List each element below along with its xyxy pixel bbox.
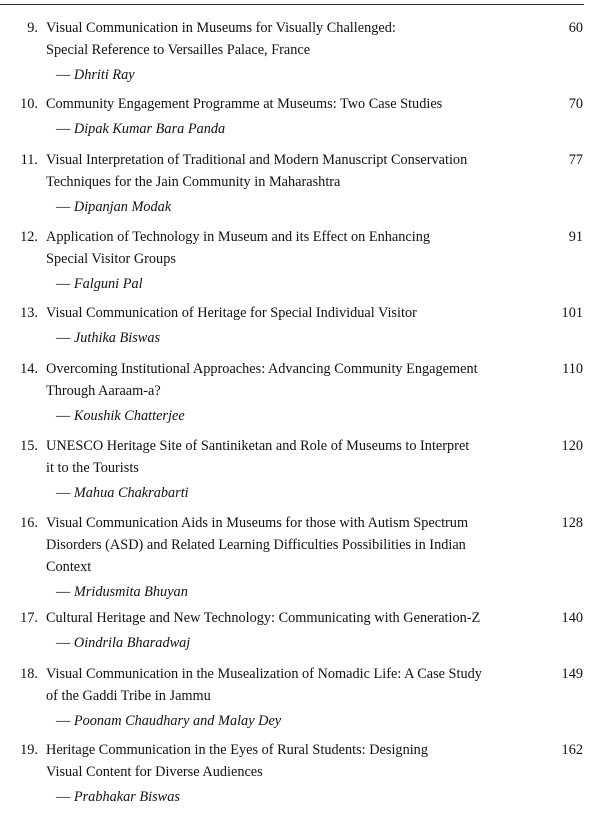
author-dash: — [56, 121, 74, 137]
entry-title-line: Visual Communication Aids in Museums for those with Autism Spectrum [46, 515, 469, 531]
entry-title [46, 93, 541, 115]
author-name: Dhriti Ray [73, 67, 135, 83]
entry-title-line: Disorders (ASD) and Related Learning Difficulties Possibilities in Indian [46, 537, 466, 553]
entry-title-line: Special Visitor Groups [46, 251, 176, 267]
entry-title-line: Community Engagement Programme at Museums: Two Case Studies [46, 96, 443, 112]
author-name: Dipanjan Modak [73, 199, 172, 215]
entry-page-number: 162 [561, 742, 583, 758]
author-dash: — [56, 635, 74, 651]
entry-author [56, 786, 180, 808]
entry-number: 14. [20, 361, 38, 377]
entry-title-line: Application of Technology in Museum and its Effect on Enhancing [46, 229, 431, 245]
author-name: Mahua Chakrabarti [73, 485, 189, 501]
entry-title-line: Visual Communication of Heritage for Special Individual Visitor [46, 305, 417, 321]
entry-title [46, 302, 541, 324]
author-dash: — [56, 789, 74, 805]
entry-title-line: Visual Content for Diverse Audiences [46, 764, 263, 780]
author-name: Falguni Pal [73, 276, 143, 292]
entry-page-number: 70 [568, 96, 583, 112]
author-dash: — [56, 199, 74, 215]
entry-number: 17. [20, 610, 38, 626]
author-name: Oindrila Bharadwaj [73, 635, 191, 651]
entry-title-line: it to the Tourists [46, 460, 139, 476]
entry-title-line: Visual Communication in Museums for Visually Challenged: [46, 20, 396, 36]
entry-title [46, 512, 541, 578]
entry-author [56, 273, 143, 295]
author-dash: — [56, 276, 74, 292]
entry-title-line: Context [46, 559, 92, 575]
entry-number: 18. [20, 666, 38, 682]
entry-title [46, 607, 541, 629]
entry-title-line: Cultural Heritage and New Technology: Communicating with Generation-Z [46, 610, 481, 626]
entry-number: 13. [20, 305, 38, 321]
entry-title-line: Visual Interpretation of Traditional and Modern Manuscript Conservation [46, 152, 468, 168]
top-rule [0, 4, 584, 5]
entry-page-number: 120 [561, 438, 583, 454]
entry-page-number: 128 [561, 515, 583, 531]
entry-number: 10. [20, 96, 38, 112]
author-name: Poonam Chaudhary and Malay Dey [73, 713, 282, 729]
entry-number: 12. [20, 229, 38, 245]
entry-number: 15. [20, 438, 38, 454]
entry-number: 16. [20, 515, 38, 531]
entry-title [46, 358, 541, 402]
entry-page-number: 77 [568, 152, 583, 168]
entry-author [56, 710, 281, 732]
entry-author [56, 64, 135, 86]
entry-page-number: 149 [561, 666, 583, 682]
entry-title-line: Overcoming Institutional Approaches: Advancing Community Engagement [46, 361, 478, 377]
author-name: Dipak Kumar Bara Panda [73, 121, 226, 137]
entry-author [56, 327, 160, 349]
entry-author [56, 118, 225, 140]
author-dash: — [56, 485, 74, 501]
entry-number: 19. [20, 742, 38, 758]
entry-title [46, 739, 541, 783]
entry-title-line: Techniques for the Jain Community in Maharashtra [46, 174, 341, 190]
author-dash: — [56, 67, 74, 83]
entry-title-line: Visual Communication in the Musealization of Nomadic Life: A Case Study [46, 666, 482, 682]
author-name: Mridusmita Bhuyan [73, 584, 188, 600]
entry-author [56, 632, 190, 654]
entry-title [46, 663, 541, 707]
entry-number: 11. [20, 152, 38, 168]
entry-author [56, 581, 188, 603]
author-name: Koushik Chatterjee [73, 408, 185, 424]
entry-author [56, 196, 171, 218]
entry-page-number: 110 [562, 361, 583, 377]
author-name: Juthika Biswas [73, 330, 161, 346]
entry-title-line: of the Gaddi Tribe in Jammu [46, 688, 211, 704]
entry-title [46, 17, 541, 61]
entry-title [46, 149, 541, 193]
entry-title-line: Heritage Communication in the Eyes of Rural Students: Designing [46, 742, 428, 758]
author-dash: — [56, 408, 74, 424]
author-dash: — [56, 584, 74, 600]
entry-page-number: 140 [561, 610, 583, 626]
entry-author [56, 482, 189, 504]
entry-number: 9. [27, 20, 38, 36]
entry-page-number: 101 [561, 305, 583, 321]
author-dash: — [56, 713, 74, 729]
entry-author [56, 405, 185, 427]
entry-title-line: UNESCO Heritage Site of Santiniketan and Role of Museums to Interpret [46, 438, 470, 454]
entry-page-number: 91 [568, 229, 583, 245]
author-dash: — [56, 330, 74, 346]
entry-title [46, 226, 541, 270]
entry-title-line: Through Aaraam-a? [46, 383, 161, 399]
entry-title [46, 435, 541, 479]
entry-page-number: 60 [568, 20, 583, 36]
author-name: Prabhakar Biswas [73, 789, 180, 805]
entry-title-line: Special Reference to Versailles Palace, France [46, 42, 311, 58]
